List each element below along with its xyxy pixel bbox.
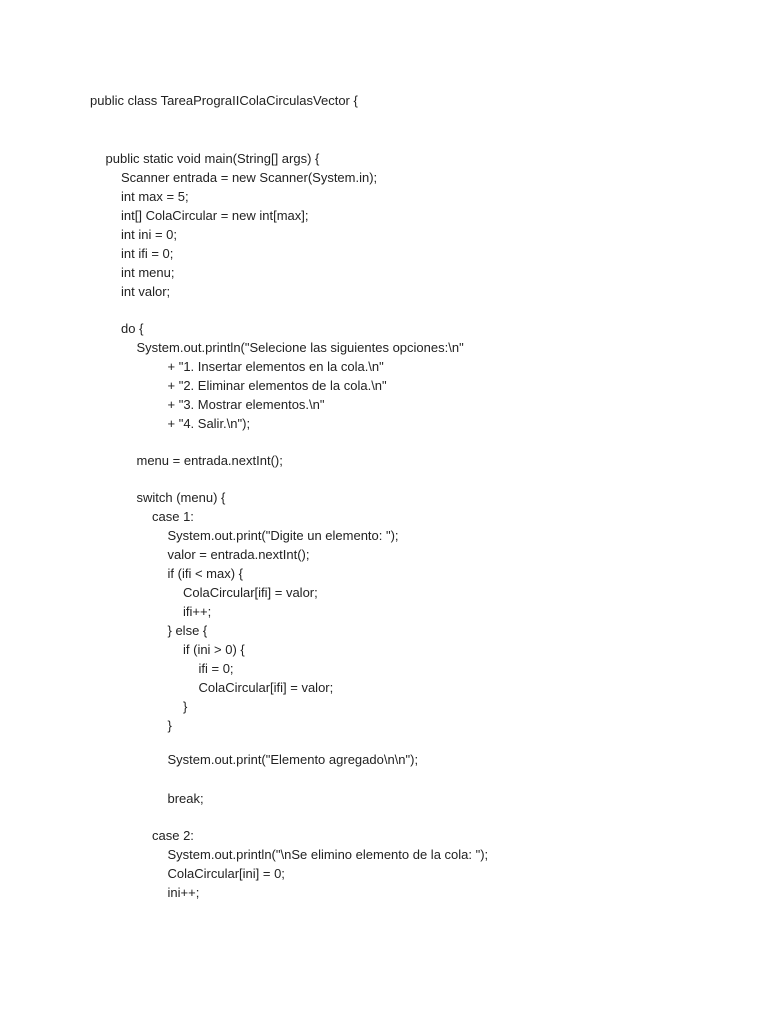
- code-line: valor = entrada.nextInt();: [167, 547, 310, 562]
- code-line: int valor;: [121, 284, 171, 299]
- code-line: System.out.println("\nSe elimino elemento de la cola: ");: [167, 847, 489, 862]
- code-line: + "3. Mostrar elementos.\n": [167, 397, 325, 412]
- code-line: case 2:: [152, 828, 194, 843]
- code-line: break;: [167, 791, 204, 806]
- code-line: ColaCircular[ifi] = valor;: [198, 680, 334, 695]
- code-line: ColaCircular[ini] = 0;: [167, 866, 285, 881]
- code-line: public class TareaPrograIIColaCirculasVector {: [90, 93, 358, 108]
- code-line: if (ifi < max) {: [167, 566, 243, 581]
- code-line: do {: [121, 321, 144, 336]
- code-line: + "4. Salir.\n");: [167, 416, 251, 431]
- code-line: + "2. Eliminar elementos de la cola.\n": [167, 378, 387, 393]
- code-line: System.out.println("Selecione las siguientes opciones:\n": [136, 340, 464, 355]
- code-line: + "1. Insertar elementos en la cola.\n": [167, 359, 384, 374]
- code-line: menu = entrada.nextInt();: [136, 453, 283, 468]
- code-line: switch (menu) {: [136, 490, 226, 505]
- code-line: }: [167, 718, 172, 733]
- code-line: int menu;: [121, 265, 175, 280]
- code-line: int ifi = 0;: [121, 246, 174, 261]
- code-line: case 1:: [152, 509, 194, 524]
- code-line: ifi++;: [183, 604, 212, 619]
- code-line: int[] ColaCircular = new int[max];: [121, 208, 309, 223]
- code-line: } else {: [167, 623, 208, 638]
- code-line: int max = 5;: [121, 189, 189, 204]
- code-line: }: [183, 699, 188, 714]
- code-line: Scanner entrada = new Scanner(System.in);: [121, 170, 378, 185]
- code-line: int ini = 0;: [121, 227, 178, 242]
- code-line: if (ini > 0) {: [183, 642, 245, 657]
- code-line: public static void main(String[] args) {: [105, 151, 320, 166]
- code-line: ColaCircular[ifi] = valor;: [183, 585, 318, 600]
- code-line: ini++;: [167, 885, 200, 900]
- code-line: System.out.print("Digite un elemento: ");: [167, 528, 399, 543]
- code-line: ifi = 0;: [198, 661, 234, 676]
- code-line: System.out.print("Elemento agregado\n\n");: [167, 752, 419, 767]
